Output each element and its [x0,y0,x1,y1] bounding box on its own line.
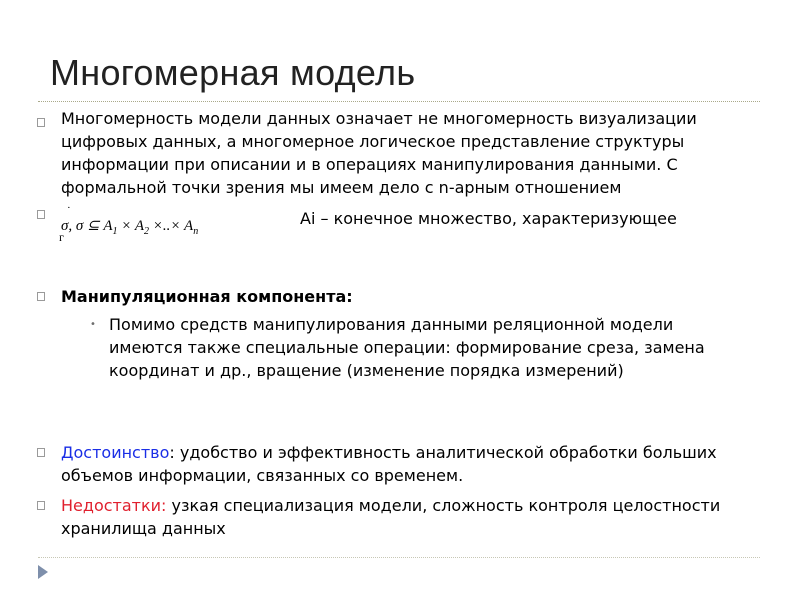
square-bullet-icon [37,448,45,457]
bottom-divider [38,557,760,558]
square-bullet-icon [37,292,45,301]
intro-paragraph: Многомерность модели данных означает не многомерность визуализации цифровых данных, а многомерное логическое представление структуры информации при описании и в операциях манипулирования данными. С формальной точки зрения мы имеем дело с n-арным отношением [61,109,697,197]
advantage-label: Достоинство [61,443,170,462]
manip-sub-paragraph: Помимо средств манипулирования данными реляционной модели имеются также специальные операции: формирование среза, замена координат и др., вращение (изменение порядка измерений) [109,315,705,380]
manip-heading: Манипуляционная компонента: [61,287,353,306]
title-divider [38,101,760,102]
square-bullet-icon [37,501,45,510]
triangle-arrow-icon[interactable] [38,565,48,579]
formula-corner: г [59,230,64,244]
advantage-text: : удобство и эффективность аналитической обработки больших объемов информации, связанных со временем. [61,443,717,485]
formula-times-1: × A [117,218,145,234]
dot-bullet-icon: • [90,319,96,330]
formula-sub-n: n [193,226,199,237]
slide-title: Многомерная модель [50,52,416,93]
formula-sub-2: 2 [144,226,150,237]
formula-sub-1: 1 [112,226,118,237]
disadvantage-label: Недостатки: [61,496,167,515]
disadvantage-paragraph [61,494,766,540]
disadvantage-text: узкая специализация модели, сложность контроля целостности хранилища данных [61,496,721,538]
square-bullet-icon [37,210,45,219]
formula-expr-prefix: σ, σ ⊆ A [61,218,113,234]
square-bullet-icon [37,118,45,127]
formula-dots: ×..× A [149,218,194,234]
formula [59,202,261,244]
formula-dot: · [67,202,71,214]
advantage-paragraph [61,441,766,487]
ai-definition: Ai – конечное множество, характеризующее [300,209,677,228]
